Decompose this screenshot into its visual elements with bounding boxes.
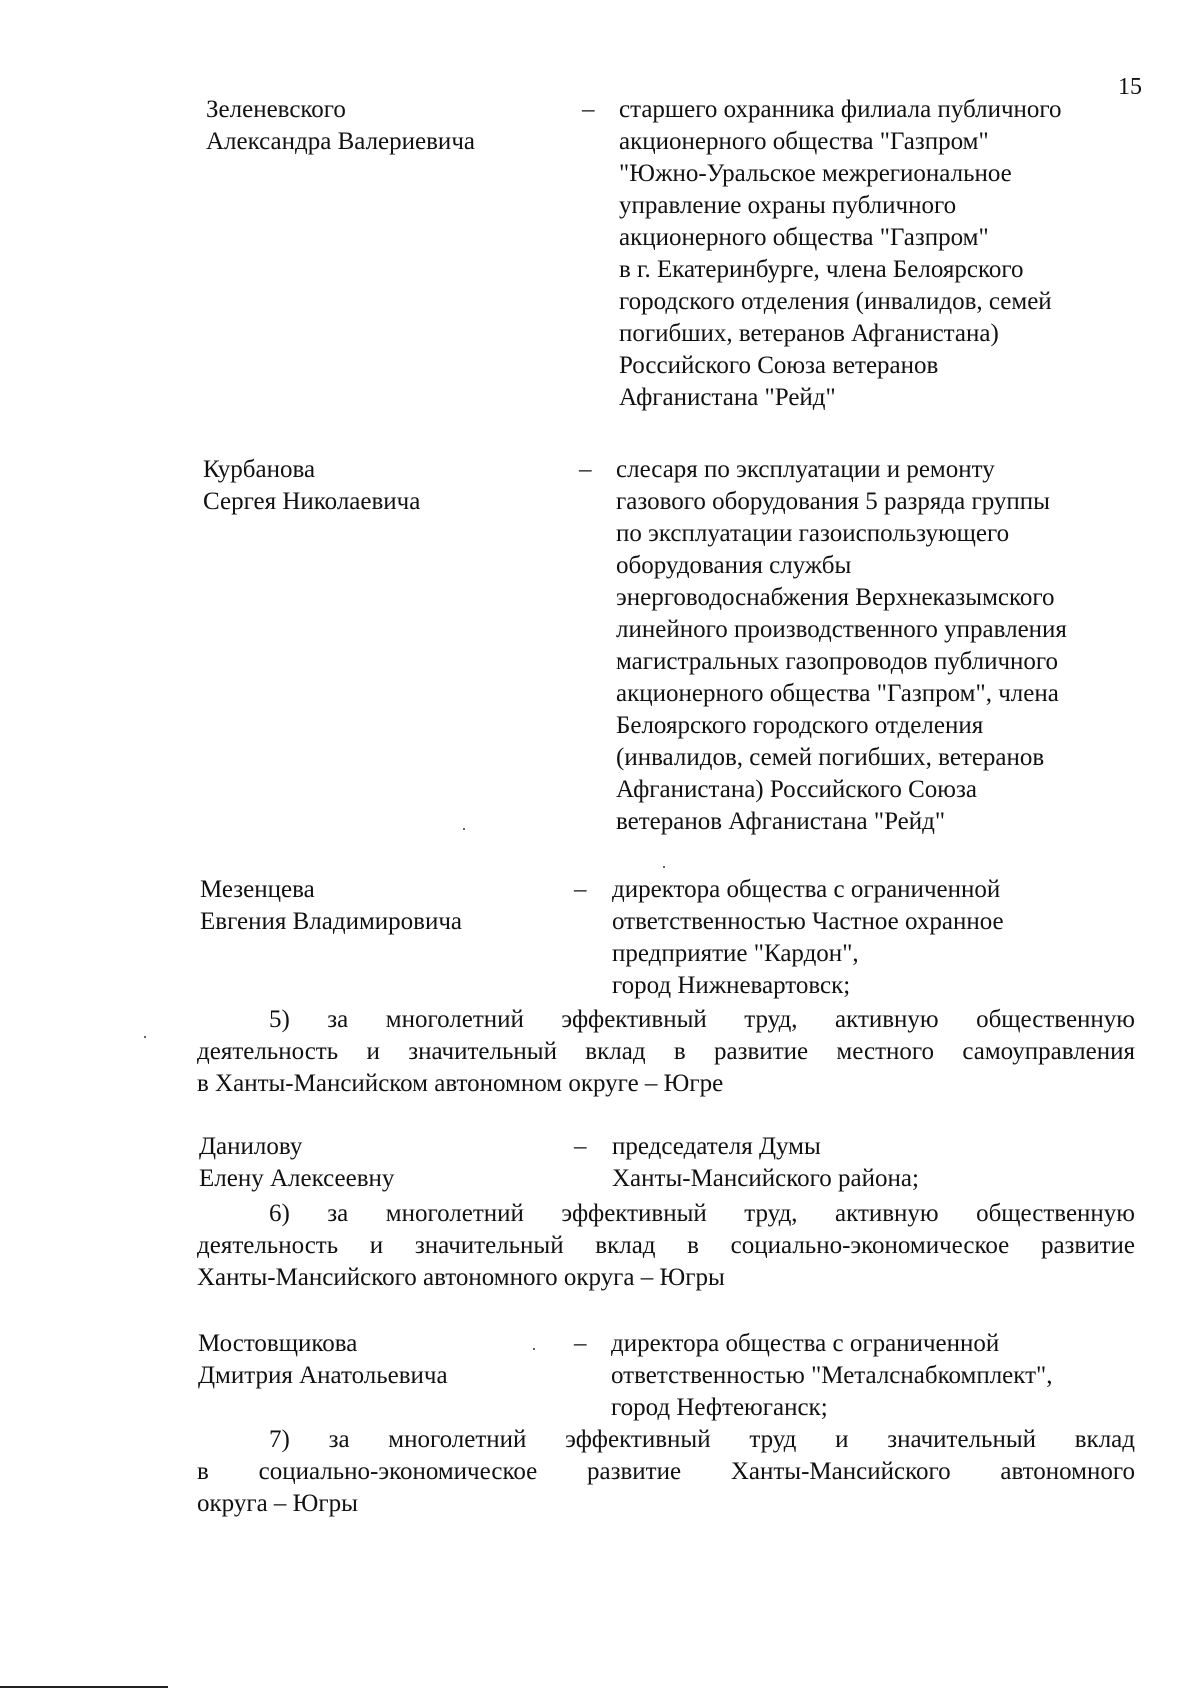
desc-line: погибших, ветеранов Афганистана) bbox=[619, 320, 999, 347]
scan-speck bbox=[533, 1348, 535, 1350]
name-line: Александра Валериевича bbox=[206, 128, 475, 155]
name-line: Сергея Николаевича bbox=[203, 488, 421, 515]
person-name bbox=[200, 874, 560, 938]
name-line: Мезенцева bbox=[200, 876, 315, 903]
name-line: Дмитрия Анатольевича bbox=[198, 1362, 448, 1389]
desc-line: председателя Думы bbox=[612, 1133, 821, 1160]
desc-line: магистральных газопроводов публичного bbox=[616, 648, 1059, 675]
desc-line: слесаря по эксплуатации и ремонту bbox=[616, 456, 995, 483]
name-line: Елену Алексеевну bbox=[199, 1165, 395, 1192]
desc-line: газового оборудования 5 разряда группы bbox=[616, 488, 1050, 515]
paragraph-line: 7) за многолетний эффективный труд и значительный вклад bbox=[269, 1426, 1135, 1453]
desc-line: энерговодоснабжения Верхнеказымского bbox=[616, 584, 1055, 611]
desc-line: акционерного общества "Газпром" bbox=[619, 128, 989, 155]
desc-line: по эксплуатации газоиспользующего bbox=[616, 520, 1010, 547]
desc-line: Афганистана "Рейд" bbox=[619, 384, 836, 411]
paragraph-line: 6) за многолетний эффективный труд, активную общественную bbox=[269, 1200, 1135, 1227]
paragraph-line: в социально-экономическое развитие Ханты-Мансийского автономного bbox=[197, 1458, 1135, 1485]
desc-line: городского отделения (инвалидов, семей bbox=[619, 288, 1052, 315]
person-description bbox=[611, 1328, 1052, 1424]
name-line: Зеленевского bbox=[206, 96, 346, 123]
paragraph-line: округа – Югры bbox=[197, 1490, 358, 1517]
paragraph-line: в Ханты-Мансийском автономном округе – Югре bbox=[197, 1070, 724, 1097]
dash-separator: – bbox=[574, 876, 587, 903]
person-name bbox=[206, 94, 566, 158]
paragraph-line: деятельность и значительный вклад в социально-экономическое развитие bbox=[197, 1232, 1135, 1259]
desc-line: оборудования службы bbox=[616, 552, 852, 579]
person-name bbox=[198, 1328, 558, 1392]
desc-line: "Южно-Уральское межрегиональное bbox=[619, 160, 1012, 187]
desc-line: ветеранов Афганистана "Рейд" bbox=[616, 808, 946, 835]
desc-line: акционерного общества "Газпром" bbox=[619, 224, 989, 251]
desc-line: Афганистана) Российского Союза bbox=[616, 776, 977, 803]
desc-line: директора общества с ограниченной bbox=[612, 876, 1001, 903]
dash-separator: – bbox=[579, 456, 592, 483]
name-line: Курбанова bbox=[203, 456, 316, 483]
award-paragraph bbox=[197, 1424, 1135, 1520]
desc-line: акционерного общества "Газпром", члена bbox=[616, 680, 1059, 707]
footer-rule bbox=[0, 1686, 168, 1688]
name-line: Евгения Владимировича bbox=[200, 908, 462, 935]
paragraph-line: 5) за многолетний эффективный труд, активную общественную bbox=[269, 1006, 1135, 1033]
desc-line: в г. Екатеринбурге, члена Белоярского bbox=[619, 256, 1024, 283]
desc-line: Российского Союза ветеранов bbox=[619, 352, 939, 379]
desc-line: (инвалидов, семей погибших, ветеранов bbox=[616, 744, 1045, 771]
dash-separator: – bbox=[574, 1133, 587, 1160]
desc-line: город Нижневартовск; bbox=[612, 972, 851, 999]
page-number: 15 bbox=[1118, 74, 1142, 100]
award-paragraph bbox=[197, 1004, 1135, 1100]
person-description bbox=[612, 1131, 919, 1195]
person-description bbox=[616, 454, 1067, 838]
person-name bbox=[203, 454, 563, 518]
person-description bbox=[612, 874, 1004, 1002]
desc-line: ответственностью "Металснабкомплект", bbox=[611, 1362, 1053, 1389]
name-line: Мостовщикова bbox=[198, 1330, 358, 1357]
desc-line: Ханты-Мансийского района; bbox=[612, 1165, 919, 1192]
scan-speck bbox=[663, 866, 665, 868]
person-name bbox=[199, 1131, 559, 1195]
dash-separator: – bbox=[574, 1330, 587, 1357]
award-paragraph bbox=[197, 1198, 1135, 1294]
person-description bbox=[619, 94, 1062, 414]
scan-speck bbox=[144, 1036, 146, 1038]
paragraph-line: Ханты-Мансийского автономного округа – Югры bbox=[197, 1264, 725, 1291]
name-line: Данилову bbox=[199, 1133, 303, 1160]
paragraph-line: деятельность и значительный вклад в развитие местного самоуправления bbox=[197, 1038, 1135, 1065]
desc-line: ответственностью Частное охранное bbox=[612, 908, 1004, 935]
desc-line: директора общества с ограниченной bbox=[611, 1330, 1000, 1357]
desc-line: линейного производственного управления bbox=[616, 616, 1067, 643]
desc-line: управление охраны публичного bbox=[619, 192, 957, 219]
desc-line: предприятие "Кардон", bbox=[612, 940, 859, 967]
desc-line: старшего охранника филиала публичного bbox=[619, 96, 1062, 123]
scan-speck bbox=[463, 828, 465, 830]
desc-line: Белоярского городского отделения bbox=[616, 712, 984, 739]
desc-line: город Нефтеюганск; bbox=[611, 1394, 828, 1421]
dash-separator: – bbox=[582, 96, 595, 123]
